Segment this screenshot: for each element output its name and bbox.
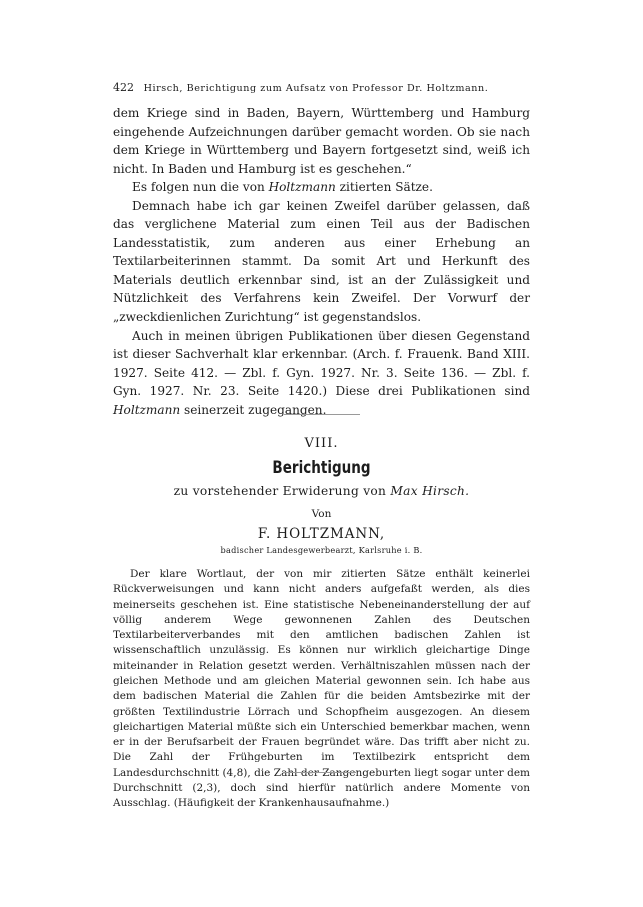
main-text — [113, 104, 530, 419]
paragraph-2 — [113, 178, 530, 197]
running-head — [113, 81, 530, 94]
author-name-italic: Holtzmann — [113, 402, 181, 417]
section-title: Berichtigung — [272, 458, 371, 477]
body-paragraph: Der klare Wortlaut, der von mir zitierten Sätze enthält keinerlei Rückverweisungen und kann nicht anders aufgefaßt werden, als dies meinerseits geschehen ist. Eine statistische Nebeneinanderstellung der auf völlig anderem Wege gewonnenen Zahlen des Deutschen Textilarbeiterverbandes mit den amtlichen badischen Zahlen ist wissenschaftlich unzulässig. Es können nur wirklich gleichartige Dinge miteinander in Relation gesetzt werden. Verhältniszahlen müssen nach der gleichen Methode und am gleichen Material gewonnen sein. Ich habe aus dem badischen Material die Zahlen für die beiden Amtsbezirke mit der größten Textilindustrie Lörrach und Schopfheim ausgezogen. An diesem gleichartigen Material müßte sich ein Unterschied bemerkbar machen, wenn er in der Berufsarbeit der Frauen begründet wäre. Das trifft aber nicht zu. Die Zahl der Frühgeburten im Textilbezirk entspricht dem Landesdurchschnitt (4,8), die Zahl der Zangengeburten liegt sogar unter dem Durchschnitt (2,3), doch sind hierfür natürlich andere Momente von Ausschlag. (Häufigkeit der Krankenhausaufnahme.) — [113, 568, 530, 810]
paragraph-4 — [113, 327, 530, 420]
paragraph-4-before: Auch in meinen übrigen Publikationen über diesen Gegenstand ist dieser Sachverhalt klar erkennbar. (Arch. f. Frauenk. Band XIII. 1927. Seite 412. — Zbl. f. Gyn. 1927. Nr. 3. Seite 136. — Zbl. f. Gyn. 1927. Nr. 23. Seite 1420.) Diese drei Publikationen sind — [113, 328, 530, 399]
running-head-text: Hirsch, Berichtigung zum Aufsatz von Professor Dr. Holtzmann. — [143, 83, 489, 94]
subtitle-text: zu vorstehender Erwiderung von — [173, 484, 391, 498]
section-divider — [284, 414, 360, 415]
paragraph-2-after: zitierten Sätze. — [335, 180, 433, 195]
byline-von: Von — [311, 508, 332, 520]
body-text — [113, 567, 530, 812]
paragraph-4-after: seinerzeit zugegangen. — [180, 402, 327, 417]
paragraph-3: Demnach habe ich gar keinen Zweifel darüber gelassen, daß das verglichene Material zum einen Teil aus der Badischen Landesstatistik, zum anderen aus einer Erhebung an Textilarbeiterinnen stammt. Da somit Art und Herkunft des Materials deutlich erkennbar sind, ist an der Zulässigkeit und Nützlichkeit des Verfahrens kein Zweifel. Der Vorwurf der „zweckdienlichen Zurichtung“ ist gegenstandslos. — [113, 198, 530, 325]
author-name: F. HOLTZMANN, — [257, 526, 386, 542]
author-name-italic: Holtzmann — [268, 180, 336, 195]
paragraph-2-before: Es folgen nun die von — [132, 180, 269, 195]
end-divider — [284, 772, 356, 773]
section-number: VIII. — [304, 436, 339, 451]
paragraph-1: dem Kriege sind in Baden, Bayern, Württemberg und Hamburg eingehende Aufzeichnungen darüber gemacht worden. Ob sie nach dem Kriege in Württemberg und Bayern fortgesetzt sind, weiß ich nicht. In Baden und Hamburg ist es geschehen.“ — [113, 106, 530, 176]
subtitle-author: Max Hirsch. — [390, 484, 470, 498]
author-affiliation: badischer Landesgewerbearzt, Karlsruhe i. B. — [220, 545, 423, 555]
page-number: 422 — [113, 81, 134, 94]
section-subtitle — [113, 484, 530, 498]
